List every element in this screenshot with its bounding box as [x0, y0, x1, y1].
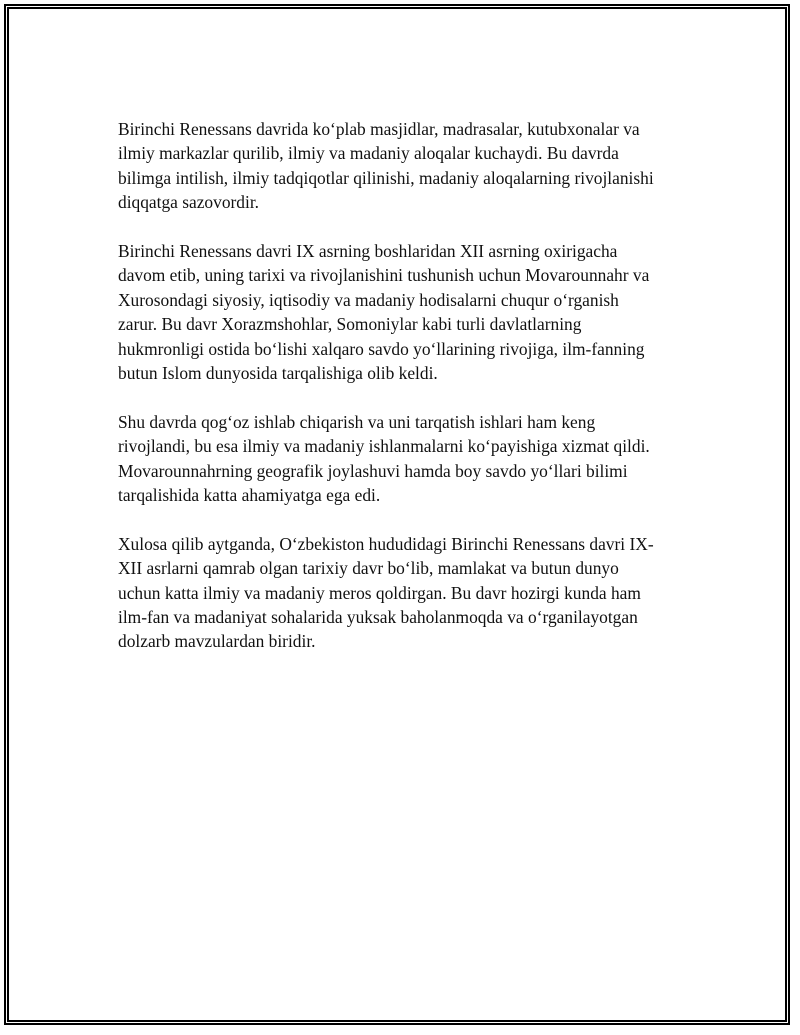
paragraph-2: Birinchi Renessans davri IX asrning boshlaridan XII asrning oxirigacha davom etib, uning tarixi va rivojlanishini tushunish uchun Movarounnahr va Xurosondagi siyosiy, iqtisodiy va madaniy hodisalarni chuqur o‘rganish zarur. Bu davr Xorazmshohlar, Somoniylar kabi turli davlatlarning hukmronligi ostida bo‘lishi xalqaro savdo yo‘llarining rivojiga, ilm-fanning butun Islom dunyosida tarqalishiga olib keldi. — [118, 241, 650, 384]
paragraph-1: Birinchi Renessans davrida ko‘plab masjidlar, madrasalar, kutubxonalar va ilmiy markazlar qurilib, ilmiy va madaniy aloqalar kuchaydi. Bu davrda bilimga intilish, ilmiy tadqiqotlar qilinishi, madaniy aloqalarning rivojlanishi diqqatga sazovordir. — [118, 119, 654, 213]
paragraph-4: Xulosa qilib aytganda, O‘zbekiston hududidagi Birinchi Renessans davri IX- XII asrlarni qamrab olgan tarixiy davr bo‘lib, mamlakat va butun dunyo uchun katta ilmiy va madaniy meros qoldirgan. Bu davr hozirgi kunda ham ilm-fan va madaniyat sohalarida yuksak baholanmoqda va o‘rganilayotgan dolzarb mavzulardan biridir. — [118, 533, 654, 652]
paragraph-3: Shu davrda qog‘oz ishlab chiqarish va uni tarqatish ishlari ham keng rivojlandi, bu esa ilmiy va madaniy ishlanmalarni ko‘payishiga xizmat qildi. Movarounnahrning geografik joylashuvi hamda boy savdo yo‘llari bilimi tarqalishida katta ahamiyatga ega edi. — [118, 411, 650, 506]
document-body — [118, 117, 690, 678]
